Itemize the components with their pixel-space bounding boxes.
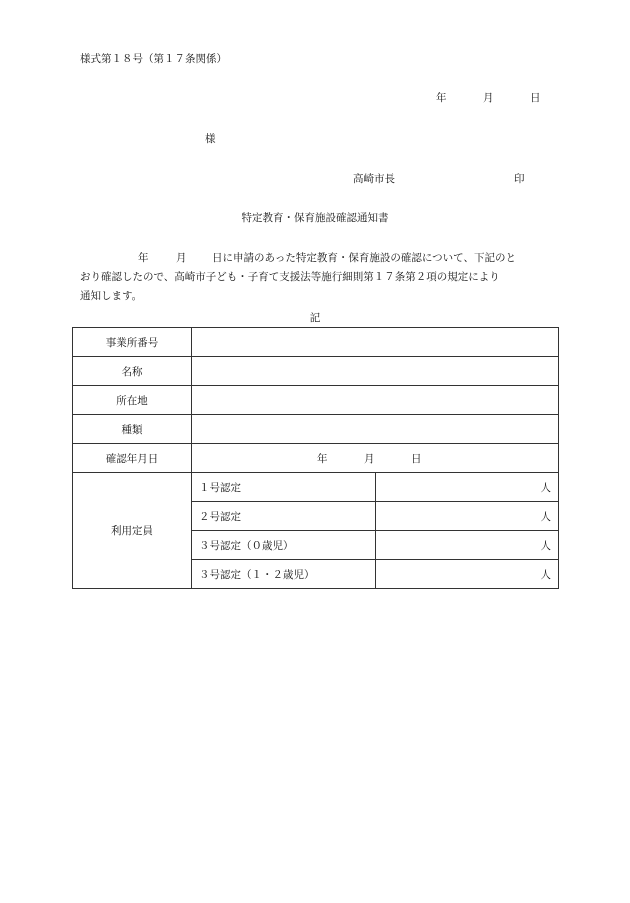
body-month: 月 xyxy=(176,252,187,264)
label-capacity: 利用定員 xyxy=(73,473,192,589)
facility-info-table xyxy=(72,327,559,589)
value-confirm-date xyxy=(192,444,559,473)
label-address: 所在地 xyxy=(73,386,192,415)
label-type: 種類 xyxy=(73,415,192,444)
body-line1-rest: 日に申請のあった特定教育・保育施設の確認について、下記のと xyxy=(212,252,516,264)
notice-body-line-1 xyxy=(80,249,555,268)
value-name xyxy=(192,357,559,386)
capacity-item-name: ２号認定 xyxy=(192,502,376,531)
notice-body-line-3: 通知します。 xyxy=(80,290,143,302)
issue-date-line xyxy=(430,91,550,105)
value-office-number xyxy=(192,328,559,357)
capacity-item-name: ３号認定（１・２歳児） xyxy=(192,560,376,589)
ki-heading: 記 xyxy=(309,312,321,324)
confirm-date-year: 年 xyxy=(317,453,328,465)
seal-mark: 印 xyxy=(514,173,525,185)
confirm-date-day: 日 xyxy=(411,453,422,465)
issue-date-year: 年 xyxy=(436,92,447,104)
label-confirm-date: 確認年月日 xyxy=(73,444,192,473)
value-address xyxy=(192,386,559,415)
table-row xyxy=(73,328,559,357)
table-row xyxy=(73,473,559,502)
capacity-item-unit: 人 xyxy=(376,531,559,560)
issue-date-day: 日 xyxy=(530,92,541,104)
confirm-date-month: 月 xyxy=(364,453,375,465)
form-number: 様式第１８号（第１７条関係） xyxy=(80,53,227,65)
table-row xyxy=(73,444,559,473)
sender-name: 高崎市長 xyxy=(353,173,395,185)
capacity-item-name: １号認定 xyxy=(192,473,376,502)
capacity-item-unit: 人 xyxy=(376,560,559,589)
addressee-honorific: 様 xyxy=(205,133,216,145)
notice-body xyxy=(80,249,555,306)
label-name: 名称 xyxy=(73,357,192,386)
capacity-item-unit: 人 xyxy=(376,473,559,502)
issue-date-month: 月 xyxy=(483,92,494,104)
value-type xyxy=(192,415,559,444)
capacity-item-unit: 人 xyxy=(376,502,559,531)
table-row xyxy=(73,415,559,444)
capacity-item-name: ３号認定（０歳児） xyxy=(192,531,376,560)
label-office-number: 事業所番号 xyxy=(73,328,192,357)
table-row xyxy=(73,357,559,386)
document-title: 特定教育・保育施設確認通知書 xyxy=(241,212,389,224)
table-row xyxy=(73,386,559,415)
notice-body-line-2: おり確認したので、高崎市子ども・子育て支援法等施行細則第１７条第２項の規定により xyxy=(80,271,500,283)
body-year: 年 xyxy=(138,252,149,264)
